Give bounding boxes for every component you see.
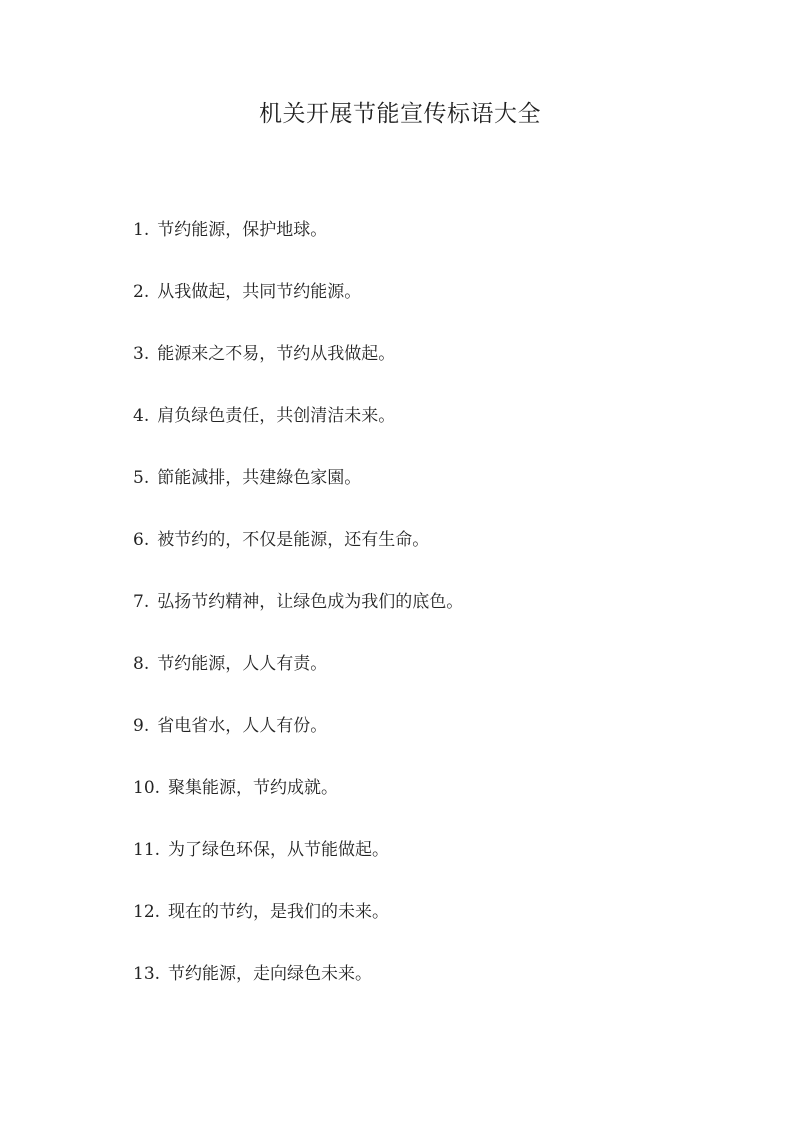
item-text: 能源来之不易，节约从我做起。	[157, 344, 396, 364]
list-item	[133, 463, 463, 525]
item-number: 8.	[133, 654, 150, 674]
item-number: 5.	[133, 468, 150, 488]
item-text: 肩负绿色责任，共创清洁未来。	[157, 406, 396, 426]
item-text: 被节约的，不仅是能源，还有生命。	[157, 530, 430, 550]
list-item	[133, 215, 463, 277]
item-number: 2.	[133, 282, 150, 302]
item-number: 3.	[133, 344, 150, 364]
slogan-list	[133, 215, 463, 1021]
item-number: 1.	[133, 220, 150, 240]
item-number: 11.	[133, 840, 161, 860]
item-number: 4.	[133, 406, 150, 426]
item-number: 7.	[133, 592, 150, 612]
list-item	[133, 711, 463, 773]
item-text: 节约能源，走向绿色未来。	[168, 964, 373, 984]
list-item	[133, 587, 463, 649]
list-item	[133, 339, 463, 401]
list-item	[133, 649, 463, 711]
list-item	[133, 835, 463, 897]
item-number: 6.	[133, 530, 150, 550]
item-text: 聚集能源，节约成就。	[168, 778, 339, 798]
item-text: 節能減排，共建綠色家園。	[157, 468, 362, 488]
item-number: 10.	[133, 778, 161, 798]
item-text: 现在的节约，是我们的未来。	[168, 902, 390, 922]
list-item	[133, 959, 463, 1021]
list-item	[133, 897, 463, 959]
document-title: 机关开展节能宣传标语大全	[259, 101, 541, 127]
list-item	[133, 773, 463, 835]
item-text: 节约能源，保护地球。	[157, 220, 328, 240]
item-text: 省电省水，人人有份。	[157, 716, 328, 736]
list-item	[133, 401, 463, 463]
item-text: 从我做起，共同节约能源。	[157, 282, 362, 302]
item-number: 13.	[133, 964, 161, 984]
item-text: 为了绿色环保，从节能做起。	[168, 840, 390, 860]
item-text: 弘扬节约精神，让绿色成为我们的底色。	[157, 592, 464, 612]
list-item	[133, 525, 463, 587]
item-text: 节约能源，人人有责。	[157, 654, 328, 674]
item-number: 12.	[133, 902, 161, 922]
item-number: 9.	[133, 716, 150, 736]
list-item	[133, 277, 463, 339]
